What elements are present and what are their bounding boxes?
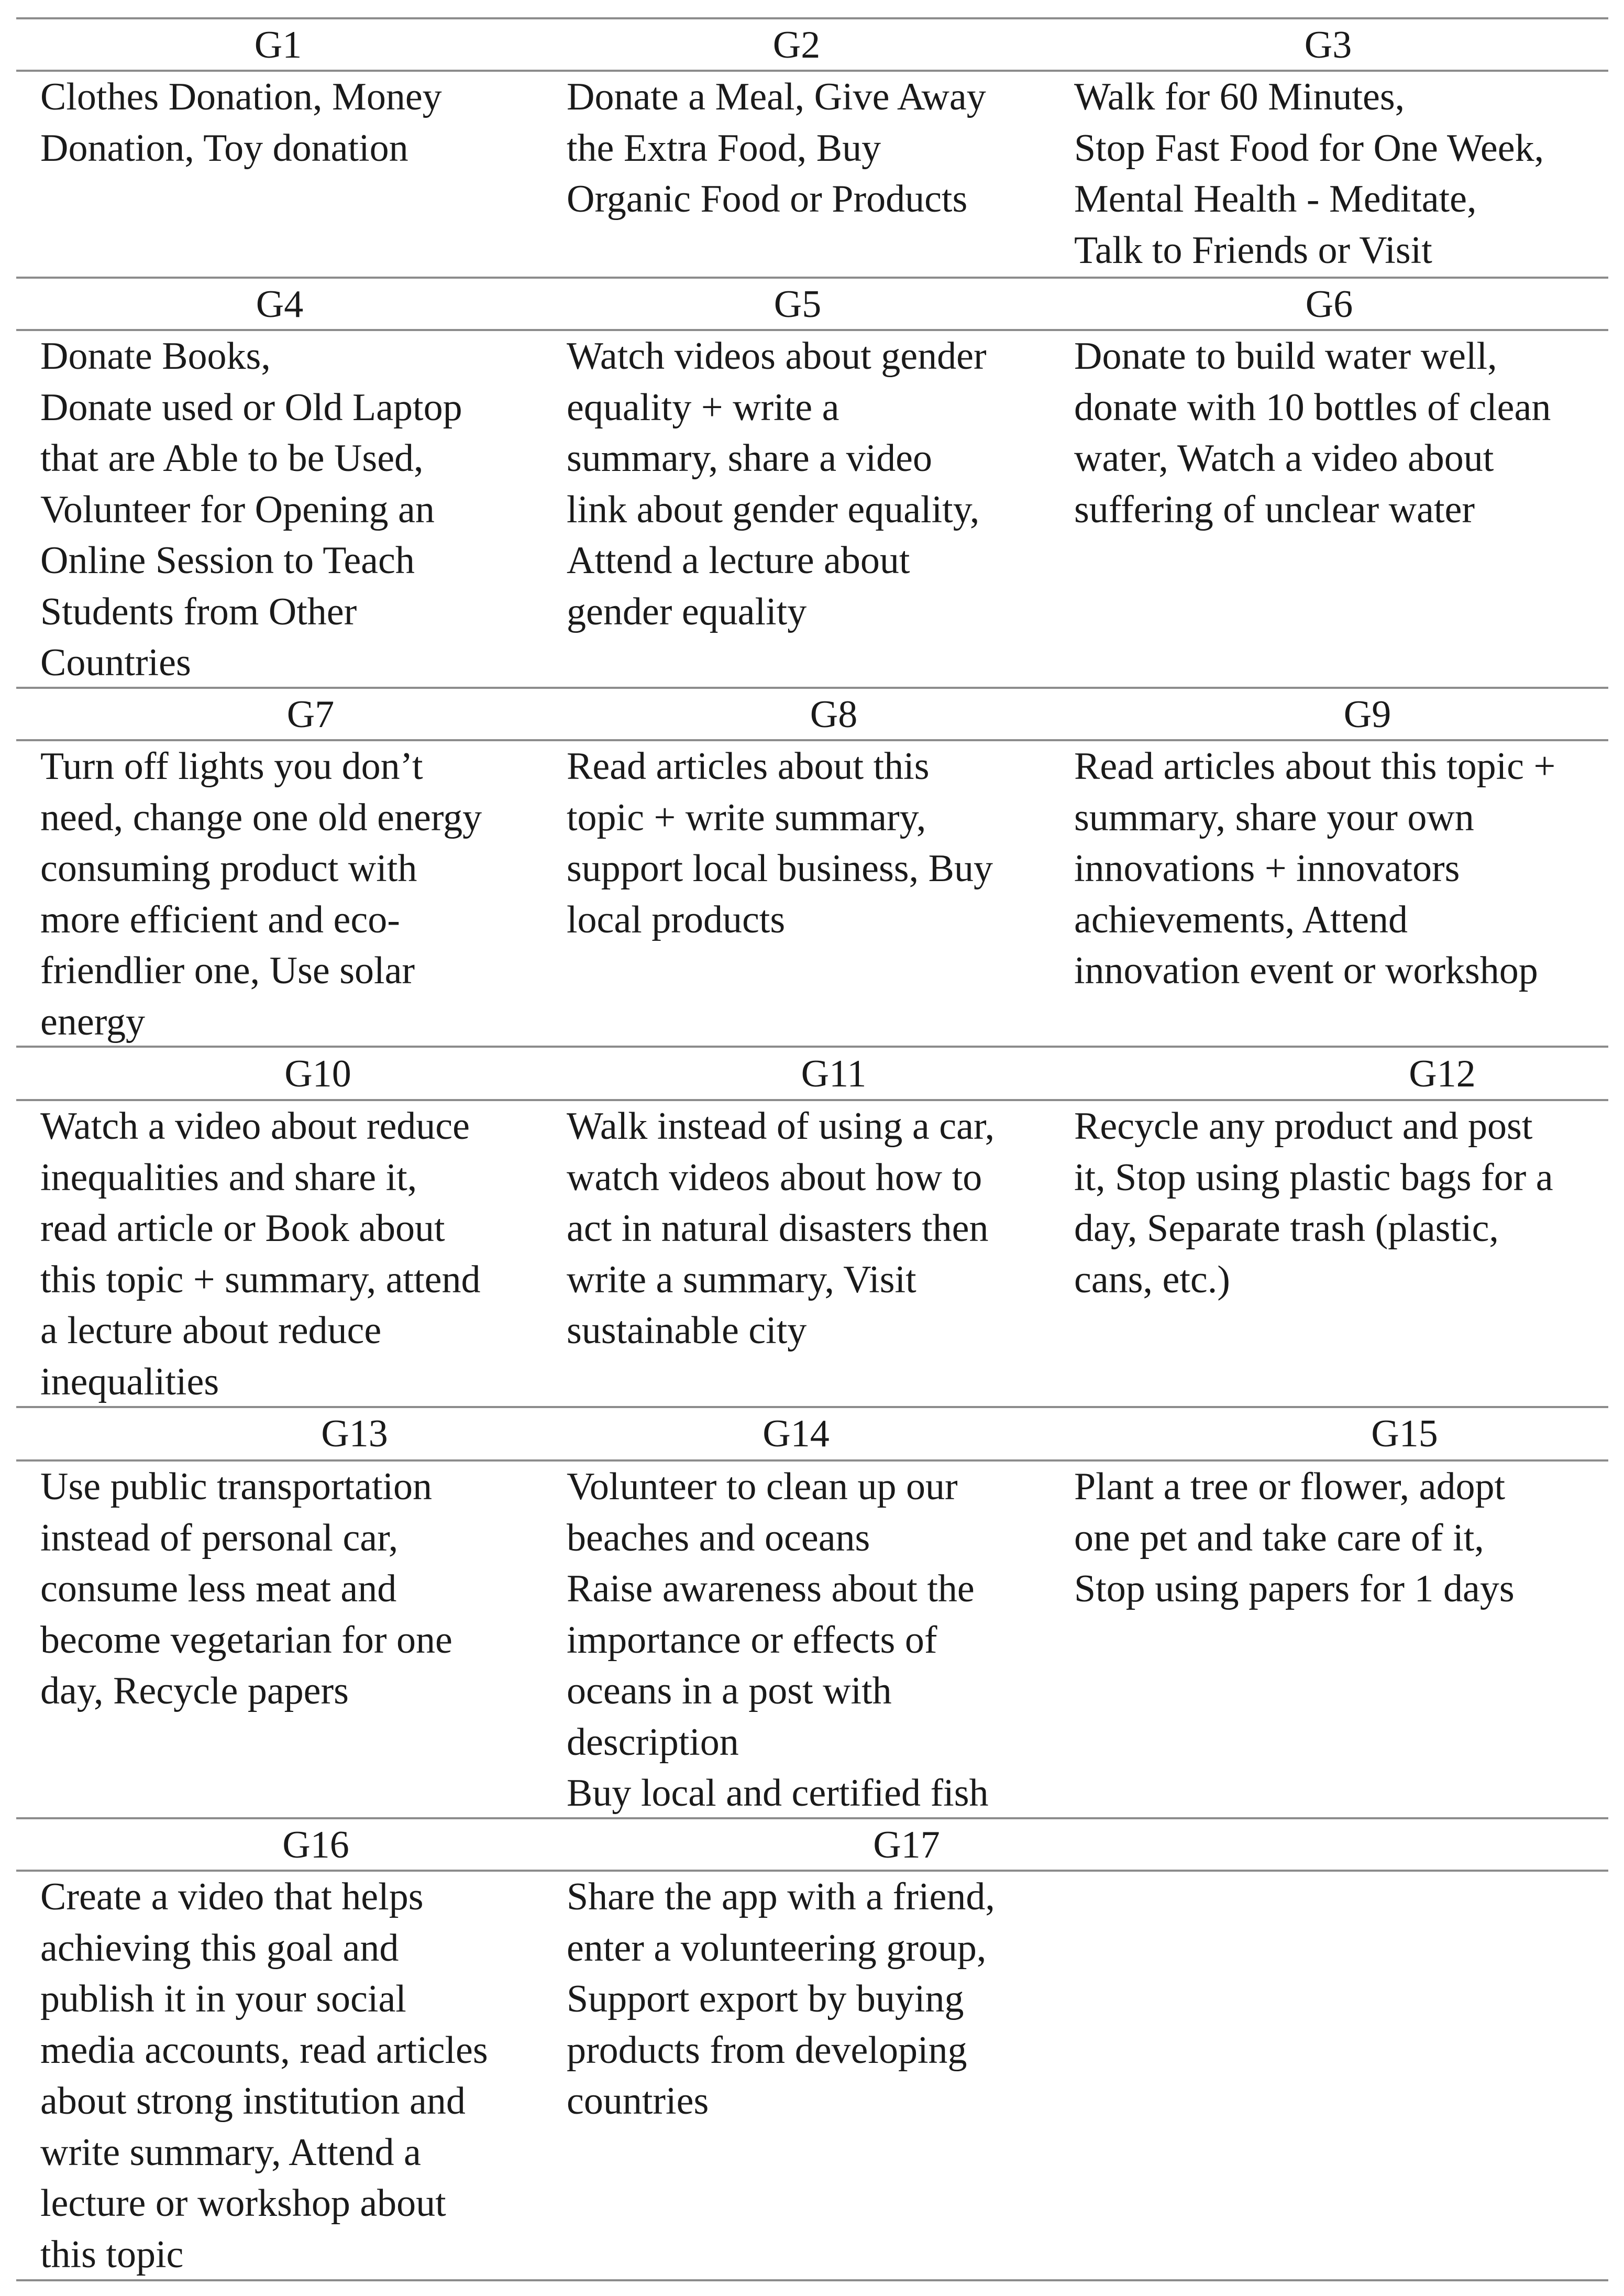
goal-activities-g11: Walk instead of using a car, watch videos about how to act in natural disasters then write a summary, Visit sustainable city: [567, 1105, 995, 1352]
goal-header-g10: G10: [284, 1052, 351, 1095]
goal-activities-g14: Volunteer to clean up our beaches and oceans Raise awareness about the importance or effects of oceans in a post with description Buy local and certified fish: [567, 1465, 989, 1815]
goal-activities-g16: Create a video that helps achieving this goal and publish it in your social media accounts, read articles about strong institution and write summary, Attend a lecture or workshop about this topic: [40, 1875, 488, 2276]
row-rule-5: [16, 1817, 1608, 1819]
goal-header-g13: G13: [321, 1412, 388, 1455]
goal-activities-g9: Read articles about this topic + summary, share your own innovations + innovators achievements, Attend innovation event or workshop: [1074, 745, 1556, 992]
goal-header-g8: G8: [810, 693, 858, 736]
row-rule-3: [16, 1046, 1608, 1048]
goal-header-g14: G14: [763, 1412, 830, 1455]
goal-header-g3: G3: [1304, 24, 1352, 67]
row-rule-2: [16, 687, 1608, 689]
table-top-rule: [16, 17, 1608, 19]
row-rule-4: [16, 1406, 1608, 1408]
row-rule-1: [16, 277, 1608, 279]
goal-header-g16: G16: [282, 1823, 349, 1866]
goal-header-g6: G6: [1305, 283, 1353, 326]
goal-header-g12: G12: [1409, 1052, 1476, 1095]
goal-header-g5: G5: [774, 283, 822, 326]
goal-header-g7: G7: [286, 693, 335, 736]
goal-activities-g3: Walk for 60 Minutes, Stop Fast Food for One Week, Mental Health - Meditate, Talk to Friends or Visit: [1074, 75, 1544, 272]
goal-activities-g7: Turn off lights you don’t need, change one old energy consuming product with more efficient and eco- friendlier one, Use solar energy: [40, 745, 482, 1043]
goal-header-g9: G9: [1343, 693, 1391, 736]
goal-activities-g13: Use public transportation instead of personal car, consume less meat and become vegetarian for one day, Recycle papers: [40, 1465, 452, 1712]
table-bottom-rule: [16, 2279, 1608, 2281]
goal-activities-g10: Watch a video about reduce inequalities and share it, read article or Book about this topic + summary, attend a lecture about reduce inequalities: [40, 1105, 481, 1403]
goal-activities-g6: Donate to build water well, donate with 10 bottles of clean water, Watch a video about suffering of unclear water: [1074, 335, 1551, 531]
goal-activities-g4: Donate Books, Donate used or Old Laptop that are Able to be Used, Volunteer for Opening an Online Session to Teach Students from Other Countries: [40, 335, 462, 684]
goal-activities-g15: Plant a tree or flower, adopt one pet and take care of it, Stop using papers for 1 days: [1074, 1465, 1515, 1610]
goal-activities-g12: Recycle any product and post it, Stop using plastic bags for a day, Separate trash (plastic, cans, etc.): [1074, 1105, 1553, 1301]
goal-activities-g8: Read articles about this topic + write summary, support local business, Buy local products: [567, 745, 993, 941]
goal-header-g17: G17: [873, 1823, 940, 1866]
goal-header-g1: G1: [254, 24, 302, 67]
goal-header-g11: G11: [801, 1052, 867, 1095]
goal-activities-g2: Donate a Meal, Give Away the Extra Food, Buy Organic Food or Products: [567, 75, 986, 221]
goal-activities-g5: Watch videos about gender equality + write a summary, share a video link about gender equality, Attend a lecture about gender equality: [567, 335, 987, 633]
goal-activities-g1: Clothes Donation, Money Donation, Toy donation: [40, 75, 442, 170]
goal-header-g2: G2: [772, 24, 821, 67]
goal-header-g15: G15: [1371, 1412, 1438, 1455]
goal-header-g4: G4: [256, 283, 304, 326]
goal-activities-g17: Share the app with a friend, enter a volunteering group, Support export by buying products from developing countries: [567, 1875, 995, 2123]
